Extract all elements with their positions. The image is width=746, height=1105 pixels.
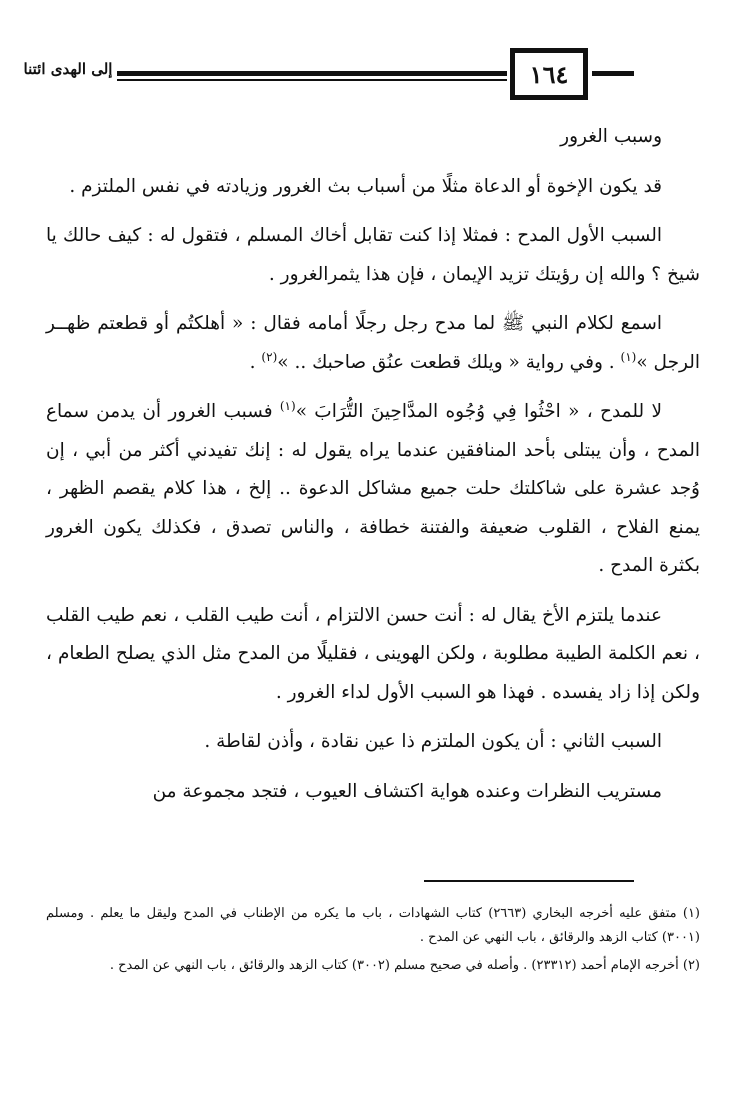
footnote-ref: (١) xyxy=(279,398,296,413)
paragraph-text: لا للمدح ، « احْثُوا فِي وُجُوه المدَّاحِينَ التُّرَابَ » xyxy=(295,401,662,422)
footnote-separator xyxy=(424,880,634,882)
page-header xyxy=(22,44,634,104)
paragraph-text: فسبب الغرور أن يدمن سماع المدح ، وأن يبتلى بأحد المنافقين عندما يراه يقول له : إنك تفيدني أكثر من أبي ، إن وُجد عشرة على شاكلتك حلت جميع مشاكل الدعوة .. إلخ ، هذا كلام يقصم الظهر ، يمنع الفلاح ، القلوب ضعيفة والفتنة خطافة ، والناس تصدق ، فكذلك يكون الغرور بكثرة المدح . xyxy=(46,401,700,576)
header-rule-thin xyxy=(117,79,507,81)
footnote-ref: (١) xyxy=(620,349,637,364)
footnote-ref: (٢) xyxy=(261,349,278,364)
paragraph: مستريب النظرات وعنده هواية اكتشاف العيوب ، فتجد مجموعة من xyxy=(152,780,662,802)
footnote: (١) متفق عليه أخرجه البخاري (٢٦٦٣) كتاب الشهادات ، باب ما يكره من الإطناب في المدح وليقل ما يعلم . ومسلم (٣٠٠١) كتاب الزهد والرقائق ، باب النهي عن المدح . xyxy=(46,906,700,945)
body-text xyxy=(46,118,700,822)
footnote: (٢) أخرجه الإمام أحمد (٢٣٣١٢) . وأصله في صحيح مسلم (٣٠٠٢) كتاب الزهد والرقائق ، باب النهي عن المدح . xyxy=(109,958,700,973)
running-title: إلى الهدى ائتنا xyxy=(23,60,113,78)
paragraph-with-refs xyxy=(46,305,700,382)
page-number: ١٦٤ xyxy=(510,48,588,100)
paragraph-text: . وفي رواية « ويلك قطعت عنُق صاحبك .. » xyxy=(277,351,621,373)
paragraph-section-heading: وسبب الغرور xyxy=(560,126,662,147)
header-rule xyxy=(117,71,507,76)
header-rule-right xyxy=(592,71,634,76)
paragraph-text: . xyxy=(249,351,262,373)
paragraph-with-refs xyxy=(46,393,700,586)
paragraph: السبب الأول المدح : فمثلا إذا كنت تقابل أخاك المسلم ، فتقول له : كيف حالك يا شيخ ؟ والله إن رؤيتك تزيد الإيمان ، فإن هذا يثمرالغرور . xyxy=(46,225,700,285)
paragraph: السبب الثاني : أن يكون الملتزم ذا عين نقادة ، وأذن لقاطة . xyxy=(204,731,662,752)
paragraph-text: اسمع لكلام النبي ﷺ لما مدح رجل رجلًا أمامه فقال : « أهلكتُم أو قطعتم ظهــر الرجل » xyxy=(46,313,700,373)
paragraph: عندما يلتزم الأخ يقال له : أنت حسن الالتزام ، أنت طيب القلب ، نعم طيب القلب ، نعم الكلمة الطيبة مطلوبة ، ولكن الهوينى ، فقليلًا من المدح مثل الذي يصلح الطعام ، ولكن إذا زاد يفسده . فهذا هو السبب الأول لداء الغرور . xyxy=(46,604,700,703)
footnotes xyxy=(46,902,700,982)
paragraph: قد يكون الإخوة أو الدعاة مثلًا من أسباب بث الغرور وزيادته في نفس الملتزم . xyxy=(69,175,662,197)
